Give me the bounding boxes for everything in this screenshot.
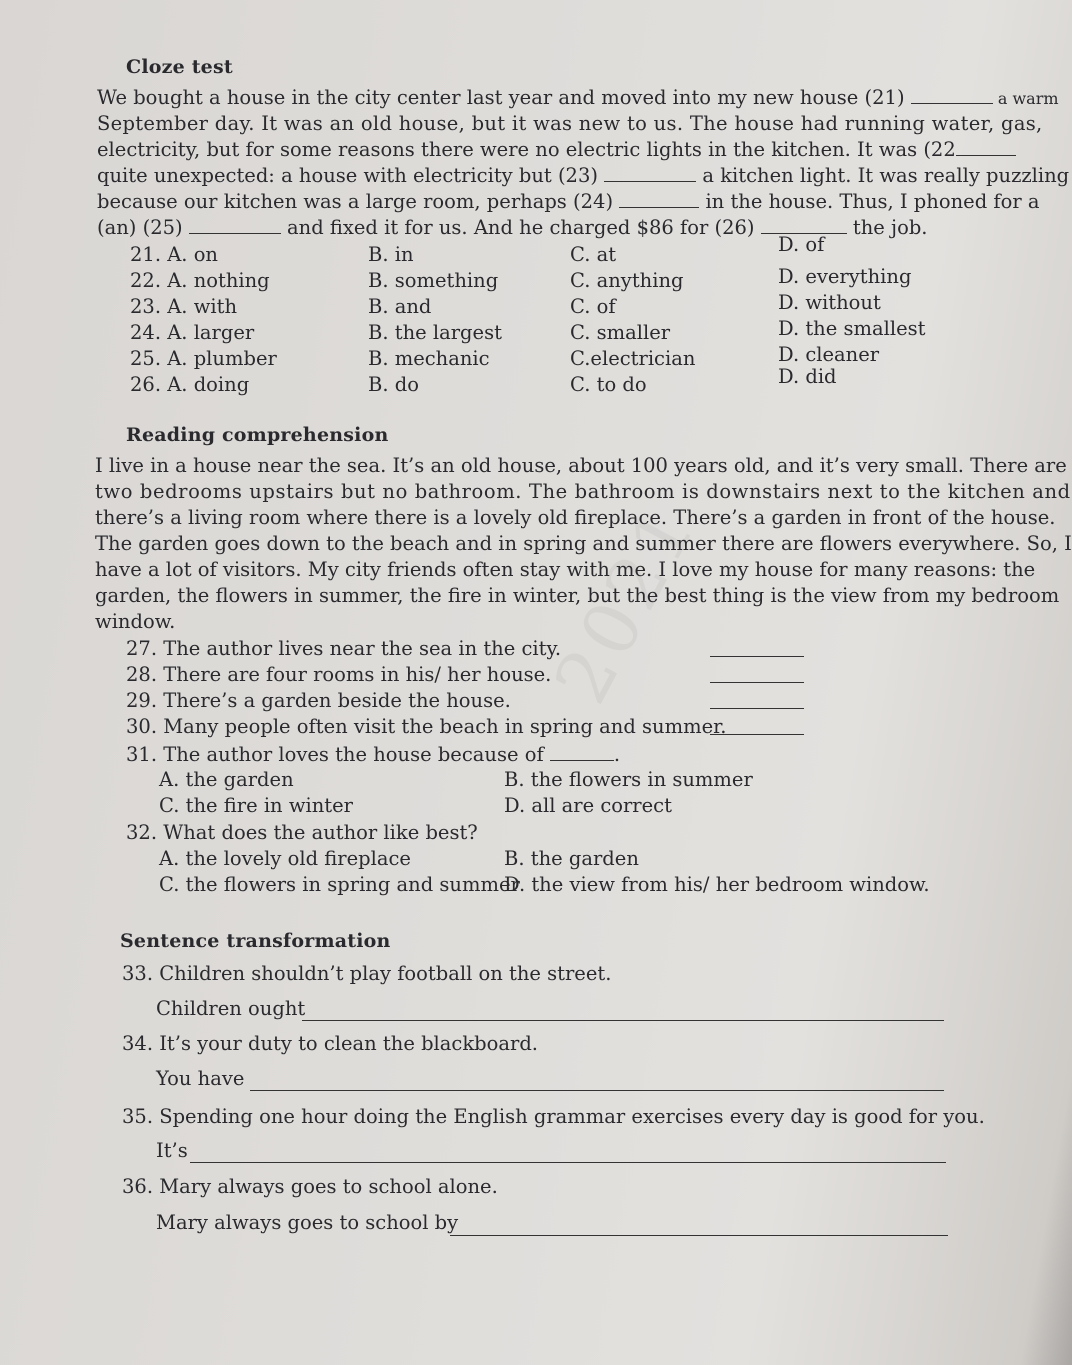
option-32-b[interactable]: B. the garden [504,847,639,870]
option-26-d[interactable]: D. did [778,365,837,388]
reading-line-6: garden, the flowers in summer, the fire in winter, but the best thing is the view from my bedroom [95,584,1060,607]
answer-34: You have [156,1067,245,1090]
blank-21[interactable] [911,103,993,104]
option-23-d[interactable]: D. without [778,291,881,314]
option-22-a[interactable]: 22. A. nothing [130,269,270,292]
cloze-line-6: (an) (25) and fixed it for us. And he charged $86 for (26) the job. [97,216,928,239]
option-23-a[interactable]: 23. A. with [130,295,238,318]
option-26-a[interactable]: 26. A. doing [130,373,250,396]
question-28: 28. There are four rooms in his/ her house. [126,663,552,686]
reading-line-1: I live in a house near the sea. It’s an old house, about 100 years old, and it’s very small. There are [95,454,1067,477]
option-22-b[interactable]: B. something [368,269,499,292]
option-31-b[interactable]: B. the flowers in summer [504,768,753,791]
cloze-line-4: quite unexpected: a house with electricity but (23) a kitchen light. It was really puzzling [97,164,1070,187]
option-row-26 [130,365,930,399]
question-33: 33. Children shouldn’t play football on the street. [122,962,612,985]
cloze-line-2: September day. It was an old house, but it was new to us. The house had running water, gas, [97,112,1043,135]
reading-line-7: window. [95,610,176,633]
option-25-b[interactable]: B. mechanic [368,347,490,370]
answer-line-30[interactable] [710,734,804,735]
reading-line-3: there’s a living room where there is a lovely old fireplace. There’s a garden in front of the house. [95,506,1056,529]
option-24-b[interactable]: B. the largest [368,321,502,344]
option-32-a[interactable]: A. the lovely old fireplace [159,847,411,870]
question-30: 30. Many people often visit the beach in spring and summer. [126,715,727,738]
answer-line-36[interactable] [450,1235,948,1236]
cloze-heading: Cloze test [126,56,233,78]
question-36: 36. Mary always goes to school alone. [122,1175,498,1198]
question-35: 35. Spending one hour doing the English grammar exercises every day is good for you. [122,1105,985,1128]
answer-35: It’s [156,1139,188,1162]
option-22-d[interactable]: D. everything [778,265,912,288]
reading-line-4: The garden goes down to the beach and in spring and summer there are flowers everywhere. So, I [95,532,1072,555]
option-26-c[interactable]: C. to do [570,373,647,396]
option-32-c[interactable]: C. the flowers in spring and summer [159,873,520,896]
question-31: 31. The author loves the house because of . [126,743,621,766]
option-24-c[interactable]: C. smaller [570,321,671,344]
blank-25[interactable] [189,233,281,234]
answer-line-27[interactable] [710,656,804,657]
answer-line-34[interactable] [250,1090,944,1091]
answer-33: Children ought [156,997,306,1020]
reading-line-2: two bedrooms upstairs but no bathroom. The bathroom is downstairs next to the kitchen and [95,480,1071,503]
option-31-c[interactable]: C. the fire in winter [159,794,354,817]
option-22-c[interactable]: C. anything [570,269,684,292]
option-31-a[interactable]: A. the garden [159,768,294,791]
question-29: 29. There’s a garden beside the house. [126,689,511,712]
question-32: 32. What does the author like best? [126,821,478,844]
cloze-line-5: because our kitchen was a large room, perhaps (24) in the house. Thus, I phoned for a [97,190,1040,213]
answer-36: Mary always goes to school by [156,1211,459,1234]
option-21-c[interactable]: C. at [570,243,617,266]
option-21-a[interactable]: 21. A. on [130,243,218,266]
blank-22[interactable] [956,155,1016,156]
option-23-b[interactable]: B. and [368,295,432,318]
reading-line-5: have a lot of visitors. My city friends often stay with me. I love my house for many reasons: the [95,558,1036,581]
answer-line-31[interactable] [550,742,614,761]
option-25-c[interactable]: C.electrician [570,347,696,370]
option-25-d[interactable]: D. cleaner [778,343,880,366]
transform-heading: Sentence transformation [120,930,391,952]
option-23-c[interactable]: C. of [570,295,616,318]
blank-23[interactable] [604,181,696,182]
blank-24[interactable] [619,207,699,208]
question-34: 34. It’s your duty to clean the blackboard. [122,1032,539,1055]
option-31-d[interactable]: D. all are correct [504,794,672,817]
answer-line-28[interactable] [710,682,804,683]
watermark-year: 2021 [538,489,714,717]
reading-heading: Reading comprehension [126,424,389,446]
option-21-d[interactable]: D. of [778,233,825,256]
option-24-a[interactable]: 24. A. larger [130,321,255,344]
question-27: 27. The author lives near the sea in the city. [126,637,562,660]
option-26-b[interactable]: B. do [368,373,419,396]
answer-line-33[interactable] [302,1020,944,1021]
answer-line-29[interactable] [710,708,804,709]
answer-line-35[interactable] [190,1162,946,1163]
cloze-line-3: electricity, but for some reasons there were no electric lights in the kitchen. It was (22 [97,138,1016,161]
option-32-d[interactable]: D. the view from his/ her bedroom window. [504,873,930,896]
option-25-a[interactable]: 25. A. plumber [130,347,277,370]
option-21-b[interactable]: B. in [368,243,414,266]
cloze-line-1: We bought a house in the city center last year and moved into my new house (21) a warm [97,86,1059,109]
option-24-d[interactable]: D. the smallest [778,317,926,340]
